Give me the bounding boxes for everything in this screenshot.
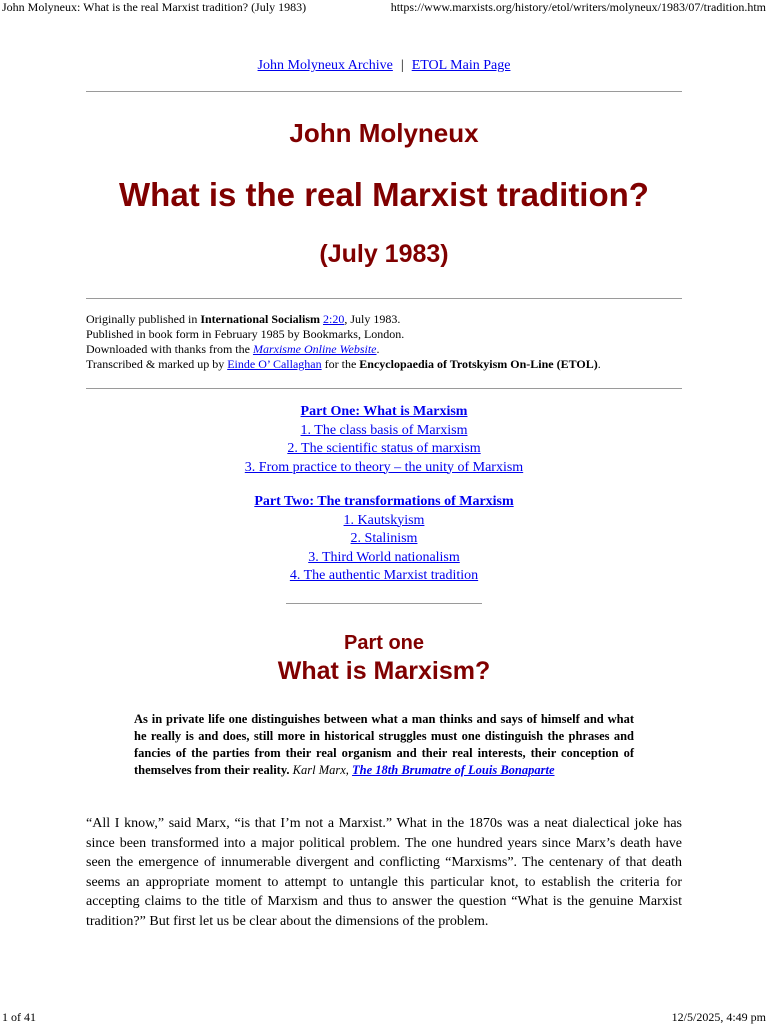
epigraph-quote <box>134 711 634 779</box>
toc-item-scientific-status[interactable]: 2. The scientific status of marxism <box>287 441 481 456</box>
quote-source-link[interactable]: The 18th Brumatre of Louis Bonaparte <box>352 763 555 777</box>
part-label: Part one <box>343 632 425 654</box>
print-page-title: John Molyneux: What is the real Marxist tradition? (July 1983) <box>2 0 307 14</box>
toc-divider <box>286 603 482 604</box>
article-date: (July 1983) <box>319 240 449 268</box>
page-counter: 1 of 41 <box>2 1010 36 1024</box>
print-page-url: https://www.marxists.org/history/etol/writers/molyneux/1983/07/tradition.htm <box>390 0 766 14</box>
toc-item-class-basis[interactable]: 1. The class basis of Marxism <box>300 422 468 438</box>
toc-item-practice-theory[interactable]: 3. From practice to theory – the unity of Marxism <box>244 459 524 475</box>
quote-text: As in private life one distinguishes between what a man thinks and says of himself and what he really is and does, still more in historical struggles must one distinguish the phrases and fancies of the parties from their real organism and their real interests, their conception of themselves from their reality. <box>134 712 634 777</box>
pubinfo-line-4: Transcribed & marked up by Einde O’ Callaghan for the Encyclopaedia of Trotskyism On-Line (ETOL). <box>86 357 601 371</box>
transcriber-link[interactable]: Einde O’ Callaghan <box>227 357 322 371</box>
pubinfo-line-2: Published in book form in February 1985 by Bookmarks, London. <box>86 327 405 341</box>
etol-main-link[interactable]: ETOL Main Page <box>411 58 511 73</box>
toc-part-two <box>86 493 682 586</box>
issue-link[interactable]: 2:20 <box>323 312 345 326</box>
divider-pubinfo-top <box>86 298 682 299</box>
divider-top <box>86 91 682 92</box>
print-header <box>0 0 768 16</box>
etol-name: Encyclopaedia of Trotskyism On-Line (ETOL) <box>359 357 598 371</box>
nav-separator: | <box>400 58 404 73</box>
marxisme-online-link[interactable]: Marxisme Online Website <box>252 342 377 356</box>
toc-item-authentic-tradition[interactable]: 4. The authentic Marxist tradition <box>289 568 479 583</box>
toc-part-two-link[interactable]: Part Two: The transformations of Marxism <box>254 494 514 509</box>
pubinfo-line-1: Originally published in International Socialism 2:20, July 1983. <box>86 312 401 326</box>
toc-item-stalinism[interactable]: 2. Stalinism <box>350 531 418 546</box>
print-footer <box>0 1008 768 1024</box>
toc-item-third-world[interactable]: 3. Third World nationalism <box>308 549 460 565</box>
top-navigation <box>86 58 682 74</box>
article-title: What is the real Marxist tradition? <box>119 176 649 213</box>
part-title: What is Marxism? <box>277 657 491 685</box>
quote-author: Karl Marx, <box>292 763 349 777</box>
toc-item-kautskyism[interactable]: 1. Kautskyism <box>343 512 425 528</box>
divider-pubinfo-bottom <box>86 388 682 389</box>
pubinfo-line-3: Downloaded with thanks from the Marxisme Online Website. <box>86 342 380 356</box>
publication-info <box>86 312 682 372</box>
toc-part-one-link[interactable]: Part One: What is Marxism <box>300 404 468 419</box>
print-datetime: 12/5/2025, 4:49 pm <box>671 1010 766 1024</box>
toc-part-one <box>86 403 682 477</box>
body-paragraph: “All I know,” said Marx, “is that I’m not a Marxist.” What in the 1870s was a neat dialectical joke has since been transformed into a major political problem. The one hundred years since Marx’s death have seen the emergence of innumerable divergent and conflicting “Marxisms”. The centenary of that death seems an appropriate moment to attempt to untangle this particular knot, to establish the criteria for accepting claims to the title of Marxism and thus to answer the question “What is the genuine Marxist tradition?” But first let us be clear about the dimensions of the problem. <box>86 816 682 929</box>
archive-link[interactable]: John Molyneux Archive <box>257 58 393 73</box>
journal-name: International Socialism <box>200 312 320 326</box>
author-heading: John Molyneux <box>289 118 479 148</box>
